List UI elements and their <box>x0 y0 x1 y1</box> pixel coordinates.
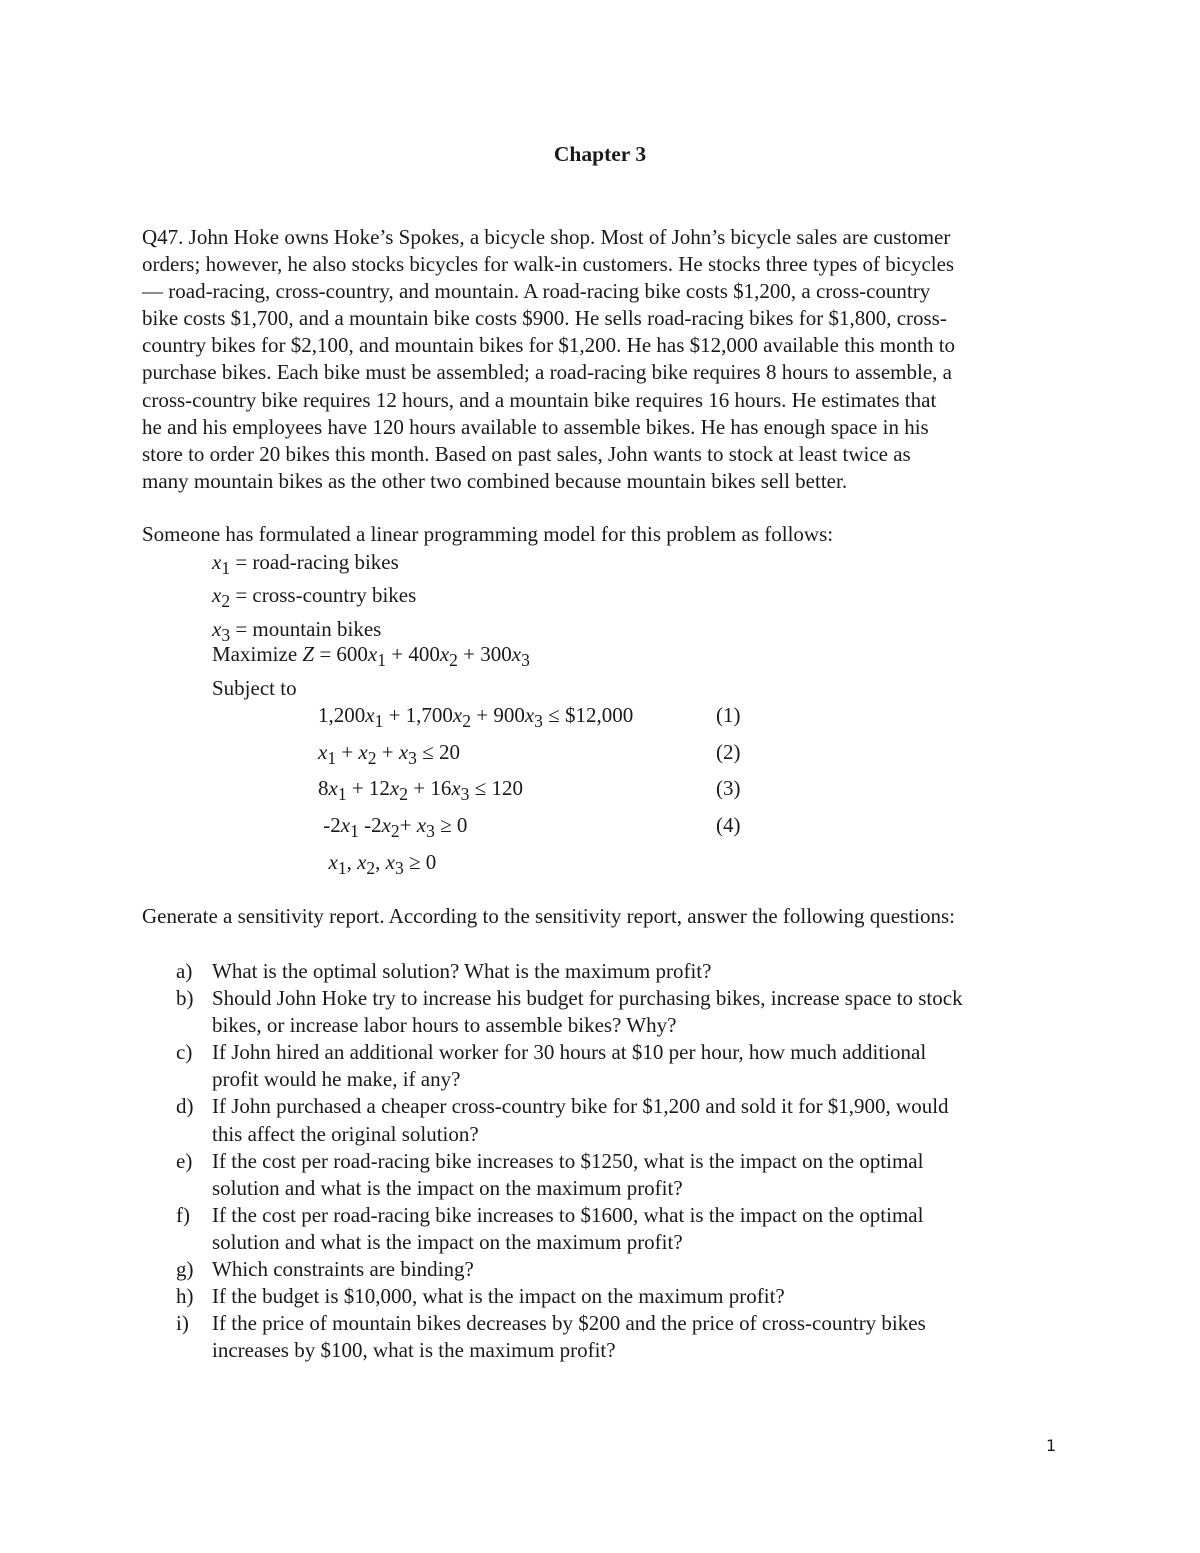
subject-to-label: Subject to <box>212 676 297 701</box>
problem-line: orders; however, he also stocks bicycles for walk-in customers. He stocks three types of bicycles <box>142 252 955 277</box>
question-item <box>176 958 963 985</box>
objective-line: Maximize $Z = 600x_1 + 400x_2 + 300x_3$ <box>212 642 530 671</box>
constraint-expression: $1,200x_1 + 1,700x_2 + 900x_3$ ≤ $12,000 <box>318 703 634 732</box>
question-item <box>176 1039 963 1093</box>
question-letter: g) <box>176 1257 194 1282</box>
question-text: If John hired an additional worker for 30 hours at $10 per hour, how much additional <box>212 1040 927 1065</box>
question-intro: Generate a sensitivity report. According to the sensitivity report, answer the following questions: <box>142 904 955 928</box>
constraint-number: (3) <box>716 776 741 800</box>
constraint-number: (1) <box>716 703 741 727</box>
question-letter: i) <box>176 1311 189 1336</box>
question-text: solution and what is the impact on the maximum profit? <box>212 1229 683 1254</box>
problem-line: many mountain bikes as the other two combined because mountain bikes sell better. <box>142 468 848 493</box>
problem-line: Q47. John Hoke owns Hoke’s Spokes, a bicycle shop. Most of John’s bicycle sales are customer <box>142 225 951 249</box>
question-text: If the budget is $10,000, what is the impact on the maximum profit? <box>212 1284 785 1309</box>
question-letter: f) <box>176 1202 190 1227</box>
question-text: increases by $100, what is the maximum profit? <box>212 1338 616 1363</box>
question-text: profit would he make, if any? <box>212 1067 461 1092</box>
variable-definition: $x_3$ = mountain bikes <box>212 616 382 645</box>
question-text: If the cost per road-racing bike increases to $1250, what is the impact on the optimal <box>212 1148 924 1173</box>
constraint-expression: $-2x_1$ $-2x_2+ x_3 \ge 0$ <box>318 813 468 842</box>
question-text: solution and what is the impact on the maximum profit? <box>212 1175 683 1200</box>
variable-definition: $x_1$ = road-racing bikes <box>212 550 399 579</box>
question-text: If the cost per road-racing bike increases to $1600, what is the impact on the optimal <box>212 1202 924 1227</box>
question-text: If the price of mountain bikes decreases by $200 and the price of cross-country bikes <box>212 1311 926 1336</box>
question-list <box>176 958 963 1364</box>
chapter-title: Chapter 3 <box>553 142 647 166</box>
question-text: What is the optimal solution? What is the maximum profit? <box>212 959 712 983</box>
question-letter: d) <box>176 1094 194 1119</box>
question-letter: b) <box>176 986 194 1011</box>
constraint-expression: $x_1 + x_2 + x_3 \le 20$ <box>318 740 460 769</box>
question-letter: a) <box>176 959 193 983</box>
question-item <box>176 1093 963 1147</box>
question-item <box>176 985 963 1039</box>
constraint-expression: $8x_1 + 12x_2 + 16x_3 \le 120$ <box>318 776 523 805</box>
problem-line: he and his employees have 120 hours available to assemble bikes. He has enough space in his <box>142 414 929 439</box>
problem-line: store to order 20 bikes this month. Based on past sales, John wants to stock at least twice as <box>142 441 911 466</box>
variable-definitions <box>212 549 416 649</box>
problem-line: country bikes for $2,100, and mountain bikes for $1,200. He has $12,000 available this month to <box>142 333 956 358</box>
problem-statement <box>142 224 1062 495</box>
constraint-number: (4) <box>716 813 741 837</box>
question-letter: c) <box>176 1040 193 1065</box>
variable-definition: $x_2$ = cross-country bikes <box>212 583 417 612</box>
question-text: Should John Hoke try to increase his budget for purchasing bikes, increase space to stock <box>212 986 963 1011</box>
page-number: 1 <box>1046 1436 1057 1455</box>
question-letter: h) <box>176 1284 194 1309</box>
objective-function <box>212 640 530 702</box>
problem-line: cross-country bike requires 12 hours, and a mountain bike requires 16 hours. He estimates that <box>142 387 937 412</box>
question-item <box>176 1202 963 1256</box>
question-text: If John purchased a cheaper cross-country bike for $1,200 and sold it for $1,900, would <box>212 1094 949 1119</box>
constraint-number: (2) <box>716 740 741 764</box>
question-text: bikes, or increase labor hours to assemble bikes? Why? <box>212 1013 677 1038</box>
question-text: Which constraints are binding? <box>212 1257 474 1282</box>
constraint-expression: $x_1$, $x_2$, $x_3 \ge 0$ <box>328 850 437 879</box>
question-item <box>176 1310 963 1364</box>
question-item <box>176 1256 963 1283</box>
question-item <box>176 1283 963 1310</box>
problem-line: purchase bikes. Each bike must be assembled; a road-racing bike requires 8 hours to assemble, a <box>142 360 952 385</box>
model-intro: Someone has formulated a linear programming model for this problem as follows: <box>142 522 834 546</box>
question-text: this affect the original solution? <box>212 1121 479 1146</box>
question-item <box>176 1148 963 1202</box>
problem-line: bike costs $1,700, and a mountain bike costs $900. He sells road-racing bikes for $1,800, cross- <box>142 306 947 331</box>
question-letter: e) <box>176 1148 193 1173</box>
problem-line: — road-racing, cross-country, and mountain. A road-racing bike costs $1,200, a cross-country <box>142 279 931 304</box>
